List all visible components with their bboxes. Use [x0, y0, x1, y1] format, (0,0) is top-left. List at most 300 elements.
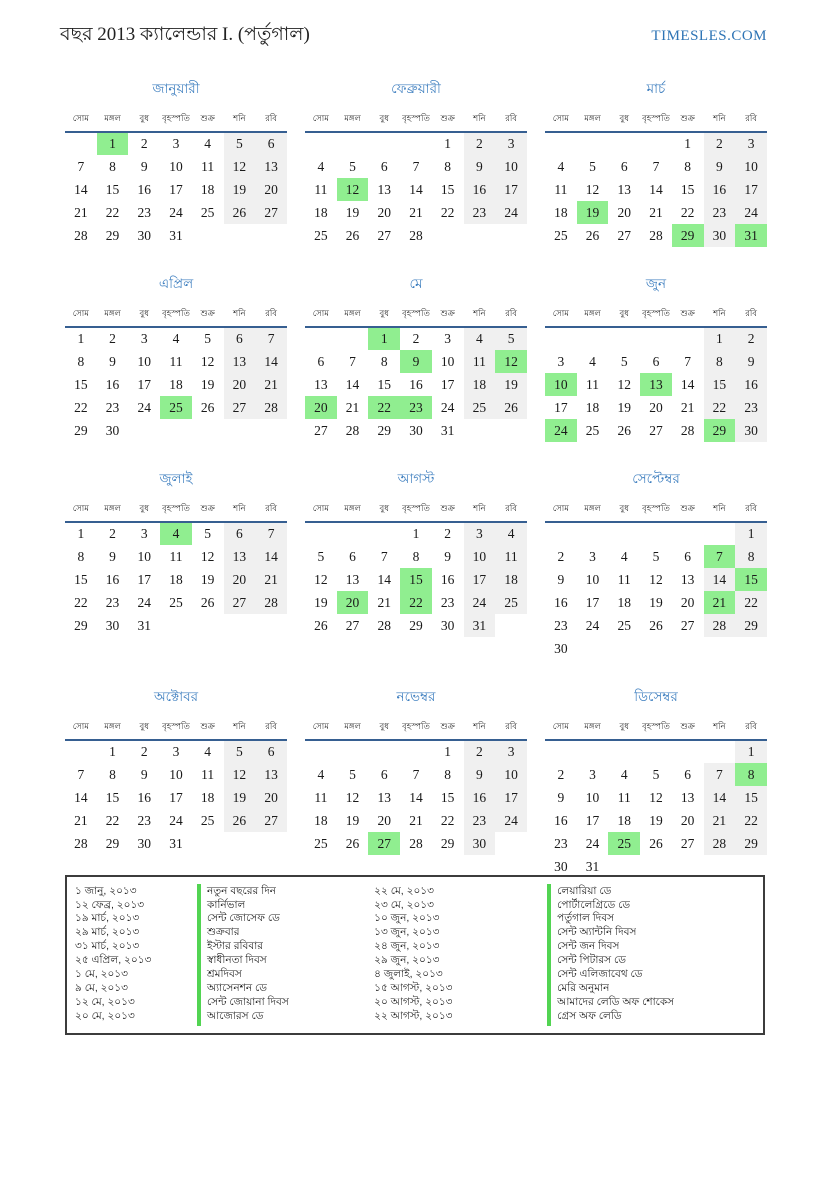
legend-entry	[75, 983, 374, 995]
day-cell	[337, 522, 369, 545]
day-cell: 29	[704, 419, 736, 442]
day-cell: 14	[345, 376, 360, 392]
page-header	[60, 20, 767, 52]
day-cell: 12	[585, 181, 600, 197]
weekday-header-cell: শুক্র	[672, 500, 704, 522]
legend-date: ১৯ মার্চ, ২০১৩	[75, 912, 140, 925]
legend-entry	[75, 914, 374, 926]
day-cell: 29	[440, 835, 455, 851]
day-cell: 17	[137, 571, 151, 587]
day-cell: 24	[169, 204, 183, 220]
day-cell: 23	[464, 809, 496, 832]
weekday-header-cell: শনি	[704, 500, 736, 522]
day-cell: 27	[224, 591, 256, 614]
day-cell: 19	[224, 786, 256, 809]
day-cell: 5	[589, 158, 596, 174]
day-cell: 1	[684, 136, 692, 151]
day-cell: 27	[680, 617, 695, 633]
day-cell: 30	[409, 422, 423, 438]
day-cell: 28	[255, 396, 287, 419]
day-cell: 20	[337, 591, 369, 614]
legend-holiday-name: মেরি অনুমান	[547, 981, 609, 998]
weekday-header-cell: বৃহস্পতি	[160, 718, 192, 740]
day-cell: 23	[105, 594, 120, 610]
day-cell: 3	[495, 740, 527, 763]
day-cell	[192, 419, 224, 442]
day-cell: 6	[224, 522, 256, 545]
legend-holiday-name: পর্তুগাল দিবস	[547, 911, 614, 928]
day-cell: 7	[255, 327, 287, 350]
day-cell: 31	[735, 224, 767, 247]
day-cell: 15	[735, 786, 767, 809]
day-cell: 26	[649, 617, 663, 633]
day-cell: 13	[377, 181, 391, 197]
day-cell: 2	[557, 766, 565, 782]
legend-group	[374, 886, 755, 1025]
day-cell: 2	[109, 331, 116, 346]
weekday-header-cell: মঙ্গল	[337, 110, 369, 132]
day-cell: 9	[464, 155, 496, 178]
day-cell: 8	[109, 158, 116, 174]
day-cell: 15	[735, 568, 767, 591]
day-cell: 4	[620, 766, 628, 782]
legend-entry	[374, 983, 755, 995]
day-cell: 13	[255, 763, 287, 786]
day-cell	[640, 637, 672, 660]
day-cell: 23	[554, 835, 568, 851]
day-cell: 7	[380, 548, 388, 564]
day-cell: 2	[464, 740, 496, 763]
day-cell: 1	[735, 522, 767, 545]
day-cell: 11	[586, 376, 600, 392]
day-cell: 25	[585, 422, 600, 438]
day-cell: 5	[652, 548, 660, 564]
day-cell: 9	[557, 789, 565, 805]
day-cell: 5	[204, 331, 212, 346]
legend-entry	[374, 969, 755, 981]
weekday-header-cell: রবি	[735, 718, 767, 740]
day-cell: 18	[585, 399, 600, 415]
month-block	[545, 78, 767, 247]
day-cell: 1	[77, 526, 85, 541]
day-cell: 4	[620, 548, 628, 564]
day-cell: 26	[224, 809, 256, 832]
day-cell	[640, 132, 672, 155]
legend-date: ২০ আগস্ট, ২০১৩	[374, 995, 453, 1008]
day-cell: 23	[400, 396, 432, 419]
day-cell: 11	[314, 789, 328, 805]
month-title: জুলাই	[159, 471, 193, 486]
day-cell: 27	[377, 227, 391, 243]
day-cell: 19	[617, 399, 631, 415]
month-block	[545, 468, 767, 660]
day-cell: 1	[97, 132, 129, 155]
day-cell: 21	[377, 594, 391, 610]
day-cell: 2	[109, 526, 116, 541]
legend-date: ১৩ জুন, ২০১৩	[374, 926, 440, 939]
day-cell: 6	[380, 766, 388, 782]
weekday-header-cell: বুধ	[368, 110, 400, 132]
day-cell: 22	[400, 591, 432, 614]
day-cell: 8	[444, 766, 452, 782]
day-cell: 26	[495, 396, 527, 419]
legend-date: ৯ মে, ২০১৩	[75, 981, 128, 994]
day-cell: 7	[704, 763, 736, 786]
day-cell: 10	[137, 548, 151, 564]
legend-holiday-name: সেন্ট অ্যান্টনি দিবস	[547, 925, 636, 942]
weekday-header-cell: মঙ্গল	[97, 305, 129, 327]
day-cell: 24	[440, 399, 455, 415]
legend-holiday-name: সেন্ট জোসেফ ডে	[197, 911, 280, 928]
day-cell	[432, 224, 464, 247]
day-cell: 6	[380, 158, 388, 174]
weekday-header-cell: রবি	[495, 500, 527, 522]
legend-date: ২৯ জুন, ২০১৩	[374, 954, 440, 967]
weekday-header-cell: বুধ	[608, 110, 640, 132]
day-cell: 18	[617, 594, 631, 610]
day-cell: 16	[464, 178, 496, 201]
day-cell: 30	[704, 224, 736, 247]
legend-group	[75, 886, 374, 1025]
weekday-header-cell: শনি	[464, 110, 496, 132]
weekday-header-cell: শনি	[224, 110, 256, 132]
day-cell	[640, 327, 672, 350]
day-cell: 10	[440, 353, 455, 369]
day-cell: 17	[735, 178, 767, 201]
day-cell: 6	[684, 766, 692, 782]
day-cell: 10	[585, 789, 600, 805]
day-cell: 29	[409, 617, 423, 633]
day-cell: 5	[349, 158, 356, 174]
day-cell: 16	[704, 178, 736, 201]
day-cell: 31	[464, 614, 496, 637]
weekday-header-cell: সোম	[305, 110, 337, 132]
day-cell: 13	[617, 181, 631, 197]
weekday-header-cell: শনি	[704, 305, 736, 327]
day-cell: 18	[554, 204, 568, 220]
day-cell: 15	[105, 181, 120, 197]
day-cell: 1	[109, 744, 116, 759]
day-cell: 17	[440, 376, 455, 392]
weekday-header-cell: শুক্র	[432, 305, 464, 327]
month-calendar	[65, 110, 287, 247]
day-cell	[495, 614, 527, 637]
day-cell: 3	[589, 548, 596, 564]
day-cell: 21	[255, 568, 287, 591]
weekday-header-cell: সোম	[65, 718, 97, 740]
day-cell: 19	[345, 812, 360, 828]
month-calendar	[545, 305, 767, 442]
legend-entry	[374, 928, 755, 940]
day-cell: 10	[735, 155, 767, 178]
weekday-header-cell: শুক্র	[192, 305, 224, 327]
month-block	[305, 78, 527, 247]
month-title: অক্টোবর	[153, 689, 199, 704]
legend-date: ৩১ মার্চ, ২০১৩	[75, 940, 140, 953]
day-cell: 6	[255, 740, 287, 763]
day-cell: 4	[464, 327, 496, 350]
day-cell: 12	[200, 353, 215, 369]
legend-date: ২২ আগস্ট, ২০১৩	[374, 1009, 453, 1022]
weekday-header-cell: রবি	[735, 305, 767, 327]
day-cell: 27	[345, 617, 360, 633]
weekday-header-cell: শনি	[464, 500, 496, 522]
day-cell: 6	[349, 548, 356, 564]
weekday-header-cell: রবি	[255, 110, 287, 132]
day-cell: 29	[74, 422, 88, 438]
day-cell	[400, 740, 432, 763]
day-cell: 22	[440, 812, 455, 828]
day-cell: 29	[735, 832, 767, 855]
day-cell: 24	[137, 399, 151, 415]
weekday-header-cell: শনি	[704, 718, 736, 740]
day-cell: 7	[412, 766, 420, 782]
day-cell: 5	[495, 327, 527, 350]
weekday-header-cell: রবি	[255, 718, 287, 740]
day-cell: 12	[224, 763, 256, 786]
day-cell	[608, 637, 640, 660]
month-calendar	[545, 500, 767, 660]
day-cell: 17	[137, 376, 151, 392]
day-cell: 4	[495, 522, 527, 545]
day-cell	[305, 132, 337, 155]
day-cell: 28	[74, 227, 88, 243]
day-cell: 19	[577, 201, 609, 224]
day-cell: 28	[704, 832, 736, 855]
weekday-header-cell: বুধ	[128, 718, 160, 740]
day-cell: 15	[440, 181, 455, 197]
day-cell: 14	[74, 789, 88, 805]
day-cell	[337, 740, 369, 763]
day-cell: 3	[444, 331, 452, 346]
day-cell: 13	[224, 545, 256, 568]
day-cell: 15	[74, 571, 88, 587]
legend-holiday-name: কার্নিভাল	[197, 898, 245, 915]
day-cell: 8	[444, 158, 452, 174]
legend-holiday-name: গ্রেস অফ লেডি	[547, 1009, 621, 1026]
day-cell: 10	[585, 571, 600, 587]
weekday-header-cell: সোম	[305, 305, 337, 327]
day-cell: 30	[137, 835, 151, 851]
day-cell: 15	[440, 789, 455, 805]
weekday-header-cell: বুধ	[128, 500, 160, 522]
day-cell: 24	[735, 201, 767, 224]
day-cell: 8	[735, 763, 767, 786]
weekday-header-cell: বৃহস্পতি	[400, 110, 432, 132]
day-cell: 1	[444, 136, 452, 151]
weekday-header-cell: বৃহস্পতি	[160, 110, 192, 132]
legend-date: ২৩ মে, ২০১৩	[374, 898, 434, 911]
day-cell: 11	[314, 181, 328, 197]
day-cell: 9	[444, 548, 452, 564]
day-cell: 29	[74, 617, 88, 633]
month-block	[65, 468, 287, 660]
day-cell: 22	[735, 591, 767, 614]
day-cell: 4	[557, 158, 565, 174]
day-cell: 27	[224, 396, 256, 419]
day-cell: 18	[495, 568, 527, 591]
weekday-header-cell: মঙ্গল	[577, 110, 609, 132]
day-cell: 20	[680, 594, 695, 610]
day-cell: 7	[412, 158, 420, 174]
day-cell: 28	[409, 227, 423, 243]
day-cell: 17	[495, 178, 527, 201]
day-cell: 19	[314, 594, 328, 610]
day-cell: 9	[140, 766, 148, 782]
day-cell	[224, 832, 256, 855]
day-cell: 26	[224, 201, 256, 224]
day-cell: 10	[495, 763, 527, 786]
weekday-header-cell: শুক্র	[672, 305, 704, 327]
day-cell: 25	[200, 204, 215, 220]
weekday-header-cell: সোম	[65, 110, 97, 132]
weekday-header-cell: বুধ	[608, 718, 640, 740]
weekday-header-cell: মঙ্গল	[97, 500, 129, 522]
day-cell: 6	[652, 353, 660, 369]
day-cell: 8	[704, 350, 736, 373]
day-cell: 29	[672, 224, 704, 247]
legend-holiday-name: অ্যাসেনশন ডে	[197, 981, 267, 998]
weekday-header-cell: সোম	[545, 500, 577, 522]
day-cell	[255, 832, 287, 855]
weekday-header-cell: শুক্র	[432, 500, 464, 522]
weekday-header-cell: শুক্র	[672, 718, 704, 740]
day-cell: 25	[554, 227, 568, 243]
day-cell	[255, 419, 287, 442]
day-cell: 22	[704, 396, 736, 419]
day-cell: 9	[109, 353, 116, 369]
day-cell: 19	[224, 178, 256, 201]
day-cell: 4	[317, 158, 325, 174]
month-calendar	[305, 305, 527, 442]
month-title: জুন	[645, 276, 667, 291]
day-cell: 17	[585, 594, 600, 610]
day-cell: 28	[649, 227, 663, 243]
day-cell: 23	[704, 201, 736, 224]
day-cell: 1	[735, 740, 767, 763]
day-cell: 2	[412, 331, 420, 346]
day-cell: 14	[255, 545, 287, 568]
day-cell	[545, 740, 577, 763]
day-cell: 30	[554, 640, 568, 656]
month-calendar	[65, 718, 287, 855]
day-cell: 26	[617, 422, 631, 438]
day-cell	[337, 132, 369, 155]
page-title: বছর 2013 ক্যালেন্ডার I. (পর্তুগাল)	[60, 24, 310, 45]
weekday-header-cell: বুধ	[128, 110, 160, 132]
weekday-header-cell: শনি	[704, 110, 736, 132]
holiday-legend	[65, 875, 765, 1035]
day-cell: 16	[464, 786, 496, 809]
weekday-header-cell: মঙ্গল	[577, 718, 609, 740]
day-cell: 2	[735, 327, 767, 350]
day-cell: 14	[649, 181, 663, 197]
day-cell: 20	[680, 812, 695, 828]
day-cell	[672, 522, 704, 545]
day-cell: 16	[440, 571, 455, 587]
site-link[interactable]: TIMESLES.COM	[651, 28, 767, 44]
day-cell: 24	[495, 809, 527, 832]
day-cell	[464, 419, 496, 442]
weekday-header-cell: শনি	[224, 718, 256, 740]
day-cell	[608, 740, 640, 763]
day-cell: 1	[77, 331, 85, 346]
weekday-header-cell: শনি	[224, 500, 256, 522]
day-cell: 25	[314, 227, 328, 243]
day-cell: 16	[105, 571, 120, 587]
day-cell: 24	[585, 835, 600, 851]
day-cell: 21	[680, 399, 695, 415]
weekday-header-cell: বৃহস্পতি	[640, 110, 672, 132]
weekday-header-cell: সোম	[65, 500, 97, 522]
day-cell: 13	[377, 789, 391, 805]
day-cell: 9	[400, 350, 432, 373]
day-cell: 30	[735, 419, 767, 442]
day-cell: 20	[305, 396, 337, 419]
day-cell: 14	[409, 789, 423, 805]
day-cell	[192, 832, 224, 855]
legend-holiday-name: সেন্ট জন দিবস	[547, 939, 619, 956]
day-cell: 12	[200, 548, 215, 564]
day-cell: 14	[704, 568, 736, 591]
day-cell	[400, 132, 432, 155]
weekday-header-cell: রবি	[495, 718, 527, 740]
day-cell: 28	[704, 614, 736, 637]
weekday-header-cell: রবি	[495, 305, 527, 327]
weekday-header-cell: শুক্র	[192, 500, 224, 522]
day-cell: 23	[440, 594, 455, 610]
day-cell	[160, 614, 192, 637]
day-cell: 17	[169, 181, 183, 197]
month-title: মার্চ	[646, 81, 666, 96]
day-cell	[495, 224, 527, 247]
day-cell: 14	[680, 376, 695, 392]
legend-entry	[75, 942, 374, 954]
legend-entry	[75, 928, 374, 940]
day-cell: 10	[464, 545, 496, 568]
day-cell: 19	[649, 812, 663, 828]
month-block	[545, 273, 767, 442]
day-cell: 28	[74, 835, 88, 851]
weekday-header-cell: মঙ্গল	[337, 718, 369, 740]
day-cell: 5	[620, 353, 628, 369]
day-cell	[608, 327, 640, 350]
day-cell: 2	[140, 744, 148, 759]
day-cell: 11	[554, 181, 568, 197]
day-cell: 15	[377, 376, 391, 392]
day-cell: 31	[169, 227, 183, 243]
legend-entry	[374, 997, 755, 1009]
day-cell	[608, 132, 640, 155]
day-cell	[255, 614, 287, 637]
day-cell	[65, 132, 97, 155]
legend-date: ১ জানু, ২০১৩	[75, 884, 137, 897]
day-cell: 17	[495, 786, 527, 809]
month-calendar	[65, 500, 287, 637]
day-cell: 15	[400, 568, 432, 591]
legend-entry	[75, 886, 374, 898]
legend-holiday-name: সেন্ট এলিজাবেথ ডে	[547, 967, 642, 984]
day-cell: 11	[617, 571, 631, 587]
day-cell: 8	[77, 548, 85, 564]
day-cell: 8	[735, 545, 767, 568]
day-cell	[672, 327, 704, 350]
day-cell: 18	[314, 812, 328, 828]
weekday-header-cell: রবি	[255, 500, 287, 522]
day-cell: 2	[557, 548, 565, 564]
day-cell: 31	[440, 422, 455, 438]
legend-holiday-name: নতুন বছরের দিন	[197, 884, 276, 901]
